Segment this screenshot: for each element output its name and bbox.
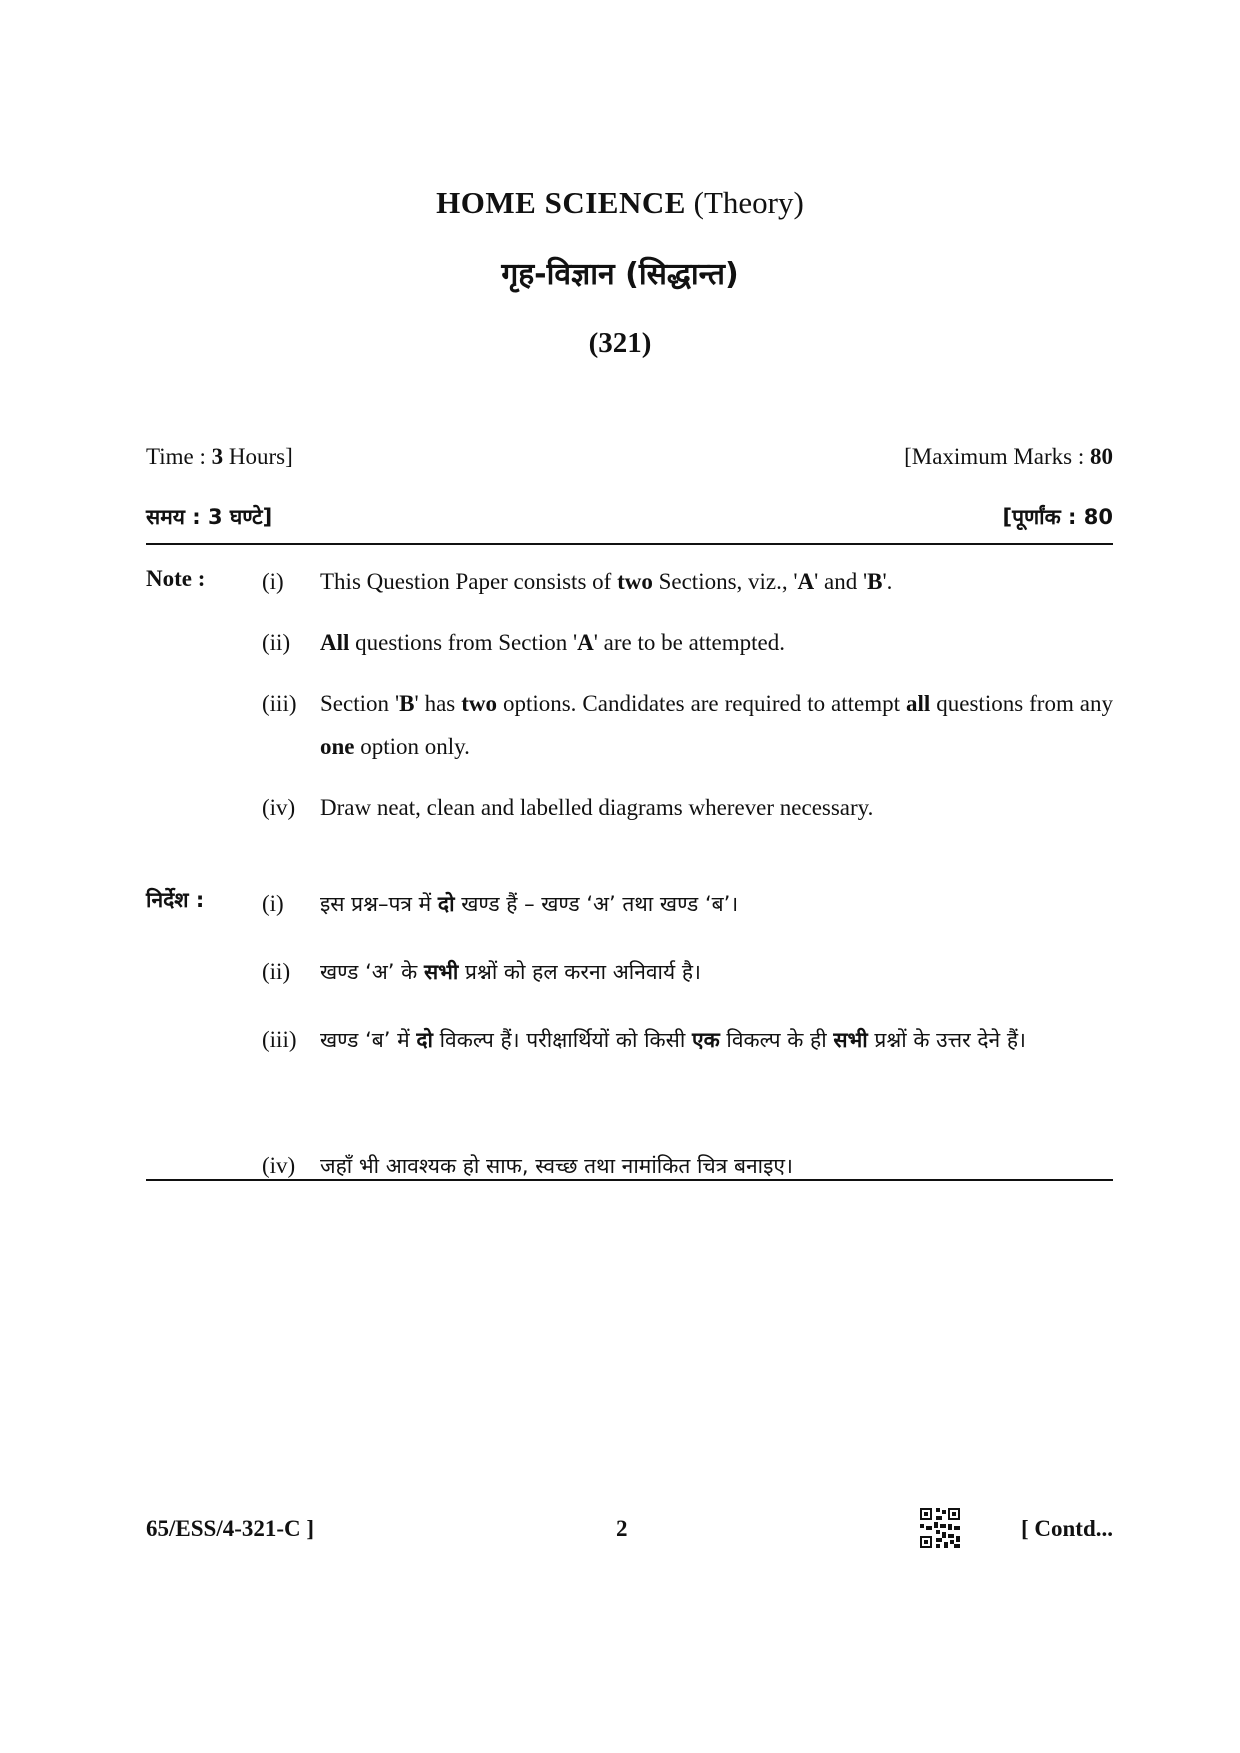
time-unit: Hours] bbox=[223, 444, 293, 469]
nirdesh-item-number: (i) bbox=[262, 891, 284, 916]
paper-code: 65/ESS/4-321-C ] bbox=[146, 1516, 315, 1541]
paper-title bbox=[0, 183, 1240, 223]
note-item-number: (ii) bbox=[262, 630, 291, 655]
meta-row-english bbox=[146, 440, 1113, 474]
note-item-number: (i) bbox=[262, 569, 284, 594]
note-item bbox=[262, 682, 1113, 768]
time-label: Time : bbox=[146, 444, 212, 469]
nirdesh-item-number: (iii) bbox=[262, 1027, 297, 1052]
continued-label: [ Contd... bbox=[1020, 1516, 1113, 1541]
subject-code: (321) bbox=[588, 327, 652, 359]
time-hindi: समय : 3 घण्टे] bbox=[146, 505, 273, 529]
note-item-number: (iii) bbox=[262, 691, 297, 716]
nirdesh-item-text: जहाँ भी आवश्यक हो साफ, स्वच्छ तथा नामांकित चित्र बनाइए। bbox=[320, 1154, 793, 1178]
nirdesh-item bbox=[262, 1140, 1113, 1192]
note-item-text: This Question Paper consists of two Sections, viz., 'A' and 'B'. bbox=[320, 569, 893, 594]
note-item bbox=[262, 786, 1113, 829]
nirdesh-item bbox=[262, 1014, 1113, 1066]
nirdesh-label: निर्देश : bbox=[146, 888, 205, 912]
marks-label: [Maximum Marks : bbox=[904, 444, 1090, 469]
paper-title-sub: (Theory) bbox=[693, 185, 804, 220]
marks-value: 80 bbox=[1090, 444, 1113, 469]
note-item bbox=[262, 621, 1113, 664]
note-item bbox=[262, 560, 1113, 603]
paper-title-main: HOME SCIENCE bbox=[436, 185, 686, 220]
nirdesh-item-text: खण्ड ‘अ’ के सभी प्रश्नों को हल करना अनिवार्य है। bbox=[320, 960, 701, 984]
note-item-text: Draw neat, clean and labelled diagrams wherever necessary. bbox=[320, 795, 874, 820]
qr-code-icon bbox=[920, 1508, 960, 1548]
marks-hindi: [पूर्णांक : 80 bbox=[1002, 505, 1113, 529]
instructions-divider bbox=[146, 1179, 1113, 1181]
header-divider bbox=[146, 543, 1113, 545]
nirdesh-item-number: (iv) bbox=[262, 1153, 296, 1178]
meta-row-hindi bbox=[146, 500, 1113, 534]
paper-title-hindi: गृह-विज्ञान (सिद्धान्त) bbox=[501, 257, 739, 292]
page-footer bbox=[146, 1516, 1113, 1556]
nirdesh-item-number: (ii) bbox=[262, 959, 291, 984]
nirdesh-item-text: इस प्रश्न–पत्र में दो खण्ड हैं – खण्ड ‘अ’ तथा खण्ड ‘ब’। bbox=[320, 892, 739, 916]
note-label: Note : bbox=[146, 566, 206, 591]
nirdesh-item bbox=[262, 878, 1113, 930]
note-item-text: Section 'B' has two options. Candidates are required to attempt all questions from any one option only. bbox=[320, 691, 1114, 759]
nirdesh-item-text: खण्ड ‘ब’ में दो विकल्प हैं। परीक्षार्थियों को किसी एक विकल्प के ही सभी प्रश्नों के उत्तर देने हैं। bbox=[320, 1028, 1026, 1052]
marks-english bbox=[904, 440, 1113, 474]
note-item-number: (iv) bbox=[262, 795, 296, 820]
nirdesh-item bbox=[262, 946, 1113, 998]
time-value: 3 bbox=[211, 444, 224, 469]
time-english bbox=[146, 440, 293, 474]
note-item-text: All questions from Section 'A' are to be attempted. bbox=[320, 630, 786, 655]
page-number: 2 bbox=[616, 1516, 628, 1541]
